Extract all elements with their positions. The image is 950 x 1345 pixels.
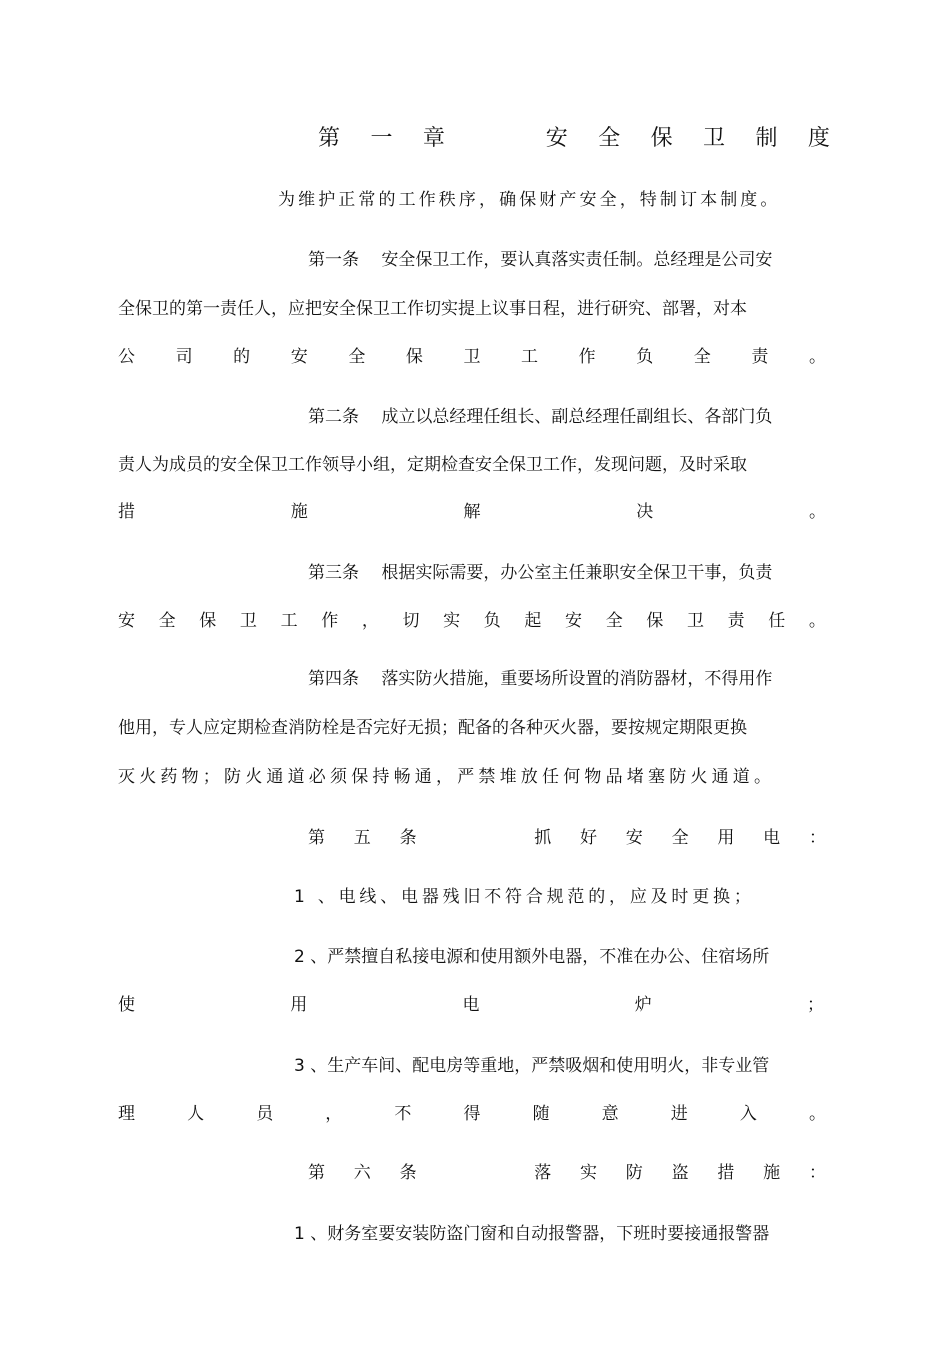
article-5-item-2-line-2: 使 用 电 炉 ； bbox=[118, 995, 824, 1015]
title-char: 全 bbox=[598, 126, 621, 151]
title-char: 第 bbox=[318, 126, 341, 151]
article-1-line-2: 全保卫的第一责任人，应把安全保卫工作切实提上议事日程，进行研究、部署，对本 bbox=[118, 299, 747, 319]
article-2-line-2: 责人为成员的安全保卫工作领导小组，定期检查安全保卫工作，发现问题，及时采取 bbox=[118, 455, 747, 475]
title-char: 章 bbox=[422, 126, 445, 151]
article-4-line-2: 他用，专人应定期检查消防栓是否完好无损；配备的各种灭火器，要按规定期限更换 bbox=[118, 718, 747, 738]
article-2-line-3: 措 施 解 决 。 bbox=[118, 502, 826, 522]
article-3-line-1: 第三条 根据实际需要，办公室主任兼职安全保卫干事，负责 bbox=[308, 563, 773, 583]
article-5-item-3-line-1: 3 、生产车间、配电房等重地，严禁吸烟和使用明火，非专业管 bbox=[294, 1056, 770, 1076]
article-1-line-1: 第一条 安全保卫工作，要认真落实责任制。总经理是公司安 bbox=[308, 250, 773, 270]
article-6-item-1: 1 、财务室要安装防盗门窗和自动报警器，下班时要接通报警器 bbox=[294, 1224, 770, 1244]
article-3-line-2: 安 全 保 卫 工 作 ， 切 实 负 起 安 全 保 卫 责 任 。 bbox=[118, 611, 826, 631]
title-char: 一 bbox=[370, 126, 393, 151]
article-5-item-3-line-2: 理 人 员 ， 不 得 随 意 进 入 。 bbox=[118, 1104, 826, 1124]
article-5-item-2-line-1: 2 、严禁擅自私接电源和使用额外电器，不准在办公、住宿场所 bbox=[294, 947, 770, 967]
article-5-item-1: 1 、电线、电器残旧不符合规范的，应及时更换； bbox=[294, 887, 755, 907]
article-5-heading: 第 五 条 抓 好 安 全 用 电 ： bbox=[308, 828, 826, 848]
chapter-title bbox=[318, 124, 830, 154]
intro-paragraph: 为维护正常的工作秩序，确保财产安全，特制订本制度。 bbox=[278, 190, 781, 210]
article-4-line-1: 第四条 落实防火措施，重要场所设置的消防器材，不得用作 bbox=[308, 669, 773, 689]
title-char: 卫 bbox=[703, 126, 726, 151]
title-char: 安 bbox=[545, 126, 568, 151]
title-char: 制 bbox=[755, 126, 778, 151]
article-4-line-3: 灭火药物；防火通道必须保持畅通，严禁堆放任何物品堵塞防火通道。 bbox=[118, 767, 776, 787]
article-6-heading: 第 六 条 落 实 防 盗 措 施 ： bbox=[308, 1163, 826, 1183]
article-2-line-1: 第二条 成立以总经理任组长、副总经理任副组长、各部门负 bbox=[308, 407, 773, 427]
article-1-line-3: 公 司 的 安 全 保 卫 工 作 负 全 责 。 bbox=[118, 347, 826, 367]
title-char: 保 bbox=[650, 126, 673, 151]
title-char: 度 bbox=[807, 126, 830, 151]
